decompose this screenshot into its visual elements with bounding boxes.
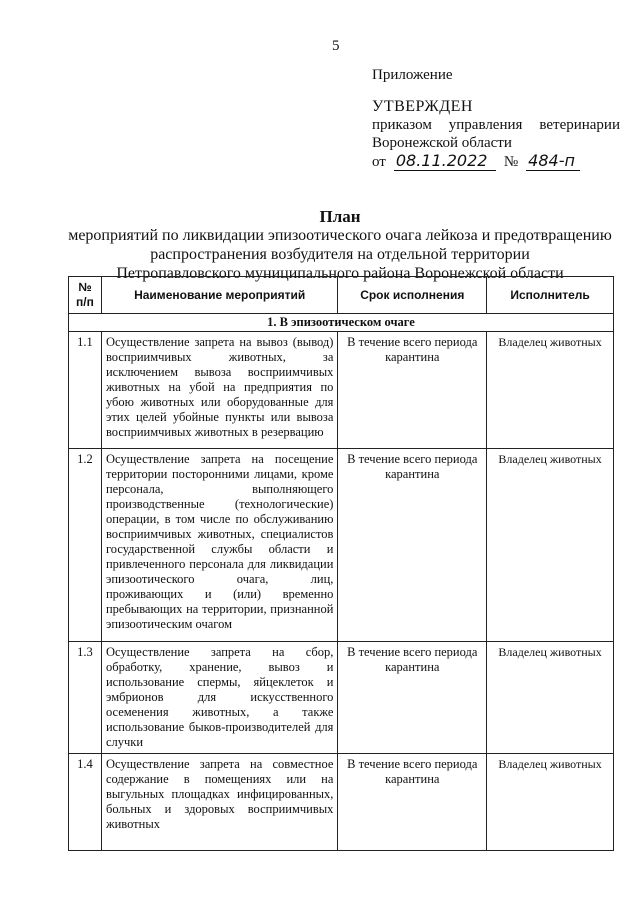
handwritten-date: 08.11.2022 xyxy=(394,152,496,171)
title-line-4: Петропавловского муниципального района Воронежской области xyxy=(116,265,564,282)
section-title: 1. В эпизоотическом очаге xyxy=(69,314,614,332)
row-measure: Осуществление запрета на сбор, обработку, хранение, вывоз и использование спермы, яйцеклеток и эмбрионов для искусственного осеменения животных, а также использование быков-производителей для случки xyxy=(101,642,337,754)
order-line-1: приказом управления ветеринарии xyxy=(372,117,620,133)
table-row xyxy=(69,642,614,754)
header-term: Срок исполнения xyxy=(338,277,487,314)
row-term: В течение всего периода карантина xyxy=(338,642,487,754)
row-executor: Владелец животных xyxy=(487,642,614,754)
row-number: 1.2 xyxy=(69,449,102,642)
handwritten-number: 484-п xyxy=(526,152,580,171)
row-executor: Владелец животных xyxy=(487,754,614,851)
row-number: 1.1 xyxy=(69,332,102,449)
approval-block xyxy=(372,66,620,171)
row-measure: Осуществление запрета на вывоз (вывод) восприимчивых животных, за исключением вывоза восприимчивых животных на убой на предприятия по убою животных или оборудованные для этих целей убойные пункты или вывоза восприимчивых животных в резервацию xyxy=(101,332,337,449)
row-executor: Владелец животных xyxy=(487,332,614,449)
row-number: 1.3 xyxy=(69,642,102,754)
document-title xyxy=(40,207,640,283)
table-row xyxy=(69,754,614,851)
header-name: Наименование мероприятий xyxy=(101,277,337,314)
row-term: В течение всего периода карантина xyxy=(338,332,487,449)
order-line-2: Воронежской области xyxy=(372,135,512,151)
order-signature-line xyxy=(372,152,620,171)
table-header-row xyxy=(69,277,614,314)
row-number: 1.4 xyxy=(69,754,102,851)
table-row xyxy=(69,332,614,449)
page-number: 5 xyxy=(332,38,340,54)
title-line-3: распространения возбудителя на отдельной территории xyxy=(150,246,530,263)
row-executor: Владелец животных xyxy=(487,449,614,642)
header-executor: Исполнитель xyxy=(487,277,614,314)
row-term: В течение всего периода карантина xyxy=(338,449,487,642)
from-label: от xyxy=(372,154,386,170)
table-row xyxy=(69,449,614,642)
number-label: № xyxy=(503,154,519,170)
title-line-2: мероприятий по ликвидации эпизоотического очага лейкоза и предотвращению xyxy=(68,227,612,244)
row-term: В течение всего периода карантина xyxy=(338,754,487,851)
appendix-label: Приложение xyxy=(372,67,453,83)
plan-table xyxy=(68,276,614,851)
row-measure: Осуществление запрета на совместное содержание в помещениях или на выгульных площадках инфицированных, больных и здоровых восприимчивых животных xyxy=(101,754,337,851)
section-row xyxy=(69,314,614,332)
header-num: № п/п xyxy=(69,277,102,314)
approved-label: УТВЕРЖДЕН xyxy=(372,98,473,115)
title-plan: План xyxy=(319,207,361,226)
row-measure: Осуществление запрета на посещение территории посторонними лицами, кроме персонала, выполняющего производственные (технологические) операции, в том числе по обслуживанию восприимчивых животных, специалистов государственной службы области и привлеченного персонала для ликвидации эпизоотического очага, лиц, проживающих и (или) временно пребывающих на территории, признанной эпизоотическим очагом xyxy=(101,449,337,642)
